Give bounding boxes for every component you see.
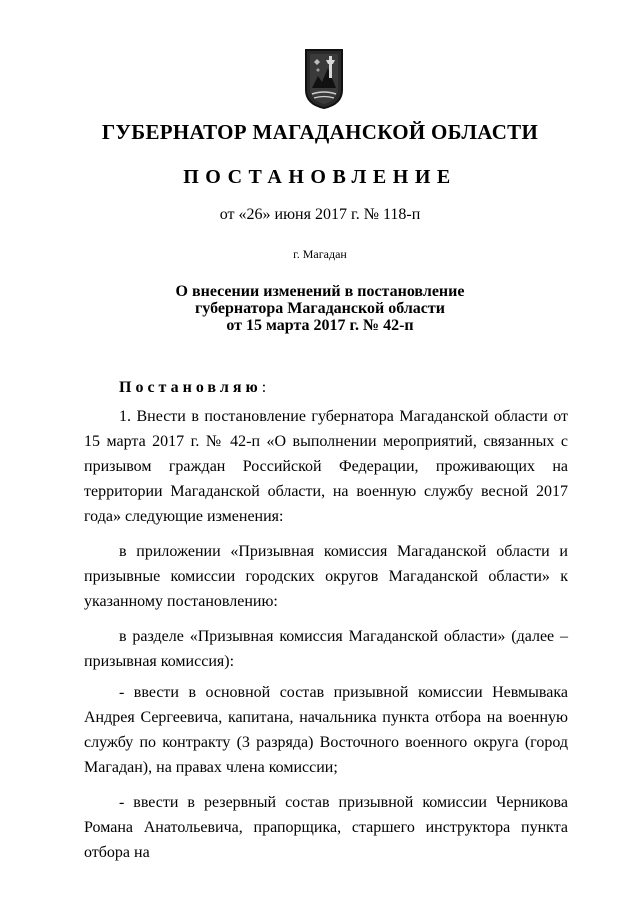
- body-paragraph: 1. Внести в постановление губернатора Магаданской области от 15 марта 2017 г. № 42-п «О выполнении мероприятий, связанных с призывом граждан Российской Федерации, проживающих на территории Магаданской области, на военную службу весной 2017 года» следующие изменения:: [84, 408, 568, 525]
- authority-title: ГУБЕРНАТОР МАГАДАНСКОЙ ОБЛАСТИ: [101, 120, 539, 144]
- document-type-title: ПОСТАНОВЛЕНИЕ: [183, 166, 457, 188]
- document-subject: [0, 283, 640, 334]
- subject-line: губернатора Магаданской области: [195, 300, 445, 317]
- decree-colon: :: [261, 379, 267, 396]
- date-and-number: от «26» июня 2017 г. № 118-п: [219, 206, 421, 223]
- subject-line: от 15 марта 2017 г. № 42-п: [226, 317, 414, 334]
- body-paragraph: - ввести в резервный состав призывной комиссии Черникова Романа Анатольевича, прапорщика, старшего инструктора пункта отбора на: [84, 794, 568, 861]
- decree-word: Постановляю: [119, 379, 262, 396]
- document-body: [84, 404, 568, 875]
- coat-of-arms-icon: [304, 48, 344, 110]
- body-paragraph: в приложении «Призывная комиссия Магаданской области и призывные комиссии городских округов Магаданской области» к указанному постановлению:: [84, 543, 568, 610]
- body-paragraph: - ввести в основной состав призывной комиссии Невмывака Андрея Сергеевича, капитана, начальника пункта отбора на военную службу по контракту (3 разряда) Восточного военного округа (город Магадан), на правах члена комиссии;: [84, 684, 568, 776]
- decree-heading: [119, 379, 266, 397]
- city-label: г. Магадан: [293, 247, 347, 261]
- body-paragraph: в разделе «Призывная комиссия Магаданской области» (далее – призывная комиссия):: [84, 628, 568, 670]
- subject-line: О внесении изменений в постановление: [175, 283, 465, 300]
